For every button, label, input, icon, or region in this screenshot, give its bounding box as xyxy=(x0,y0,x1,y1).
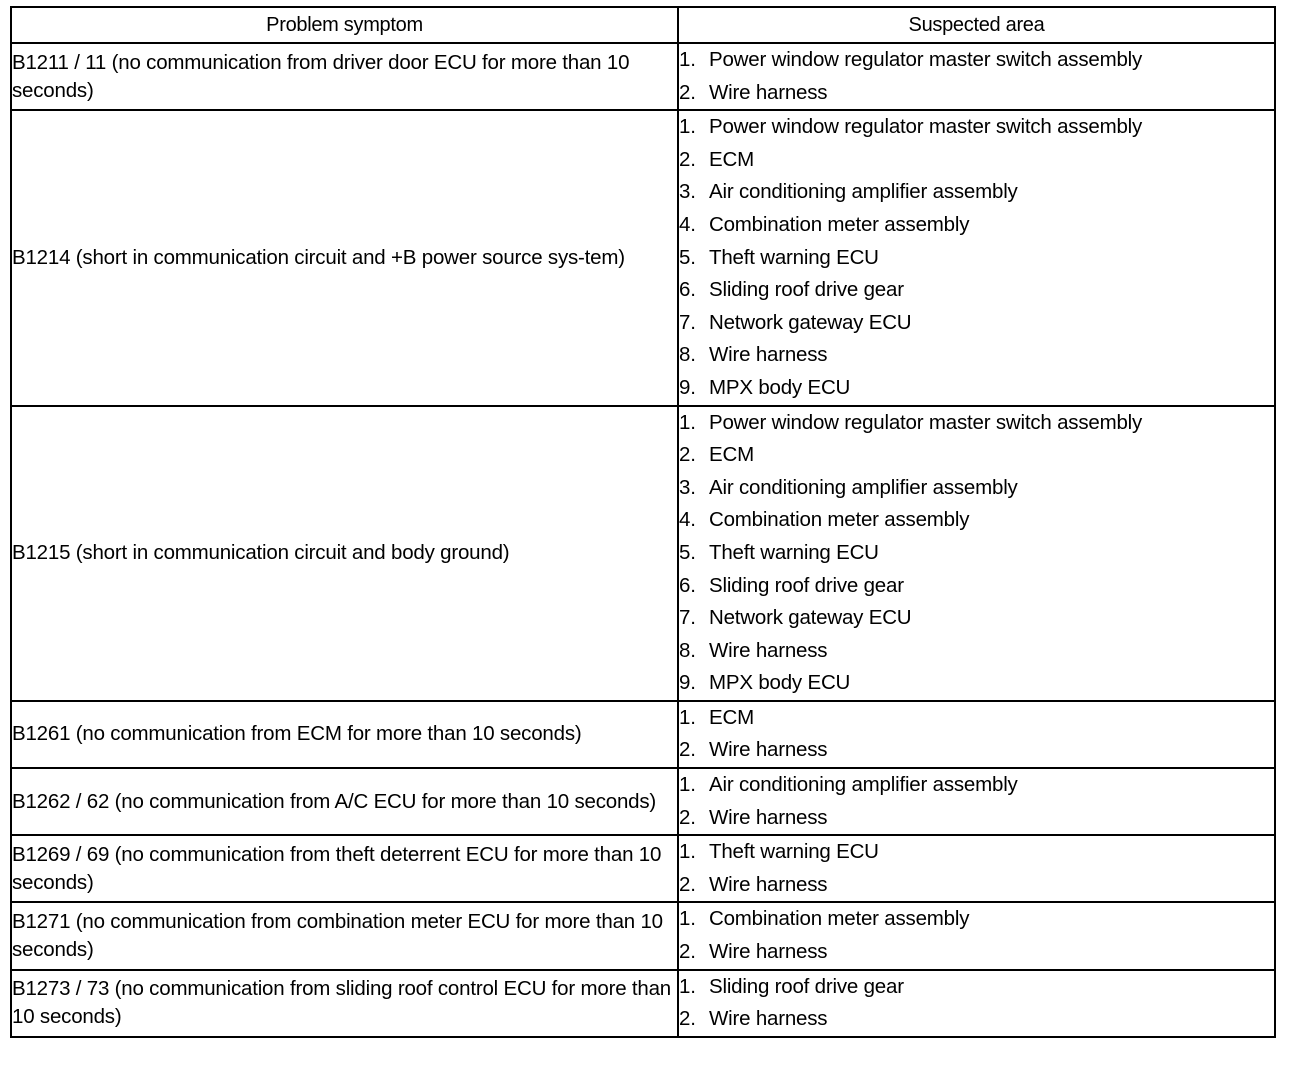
list-item-text: Wire harness xyxy=(709,638,828,662)
list-item xyxy=(679,936,1274,969)
list-item-number: 8. xyxy=(679,343,696,367)
suspected-area-cell xyxy=(678,406,1275,701)
list-item xyxy=(679,836,1274,869)
list-item xyxy=(679,702,1274,735)
list-item xyxy=(679,176,1274,209)
suspected-area-cell xyxy=(678,835,1275,902)
suspected-area-cell xyxy=(678,902,1275,969)
list-item xyxy=(679,274,1274,307)
list-item-number: 3. xyxy=(679,180,696,204)
table-row xyxy=(11,110,1275,405)
list-item-text: Wire harness xyxy=(709,1007,828,1031)
table-row xyxy=(11,835,1275,902)
problem-symptom-table xyxy=(10,6,1276,1038)
table-row xyxy=(11,43,1275,110)
list-item-number: 8. xyxy=(679,638,696,662)
list-item xyxy=(679,242,1274,275)
list-item-number: 1. xyxy=(679,773,696,797)
list-item-number: 2. xyxy=(679,738,696,762)
problem-symptom-cell: B1271 (no communication from combination meter ECU for more than 10 seconds) xyxy=(11,902,678,969)
problem-symptom-cell: B1261 (no communication from ECM for more than 10 seconds) xyxy=(11,701,678,768)
list-item xyxy=(679,537,1274,570)
list-item xyxy=(679,769,1274,802)
list-item-text: Wire harness xyxy=(709,80,828,104)
list-item-number: 1. xyxy=(679,410,696,434)
list-item-number: 2. xyxy=(679,443,696,467)
list-item-number: 1. xyxy=(679,115,696,139)
list-item-text: Combination meter assembly xyxy=(709,907,970,931)
list-item-text: ECM xyxy=(709,147,754,171)
list-item-number: 1. xyxy=(679,705,696,729)
list-item-number: 4. xyxy=(679,508,696,532)
suspected-area-list xyxy=(679,836,1274,901)
suspected-area-cell xyxy=(678,970,1275,1037)
list-item xyxy=(679,439,1274,472)
suspected-area-cell xyxy=(678,110,1275,405)
list-item xyxy=(679,635,1274,668)
list-item-text: Wire harness xyxy=(709,343,828,367)
list-item xyxy=(679,602,1274,635)
list-item xyxy=(679,77,1274,110)
suspected-area-cell xyxy=(678,43,1275,110)
list-item-number: 1. xyxy=(679,48,696,71)
table-row xyxy=(11,902,1275,969)
problem-symptom-cell: B1262 / 62 (no communication from A/C ECU for more than 10 seconds) xyxy=(11,768,678,835)
list-item xyxy=(679,209,1274,242)
list-item-text: ECM xyxy=(709,443,754,467)
suspected-area-list xyxy=(679,903,1274,968)
list-item xyxy=(679,111,1274,144)
list-item-text: Wire harness xyxy=(709,872,828,896)
list-item-number: 4. xyxy=(679,212,696,236)
list-item-number: 2. xyxy=(679,147,696,171)
list-item xyxy=(679,407,1274,440)
list-item xyxy=(679,903,1274,936)
list-item-text: Wire harness xyxy=(709,940,828,964)
list-item xyxy=(679,144,1274,177)
list-item-text: Network gateway ECU xyxy=(709,606,912,630)
list-item-text: Wire harness xyxy=(709,805,828,829)
list-item-number: 3. xyxy=(679,475,696,499)
list-item-number: 2. xyxy=(679,805,696,829)
table-header-row xyxy=(11,7,1275,43)
list-item-text: Combination meter assembly xyxy=(709,212,970,236)
problem-symptom-cell: B1214 (short in communication circuit and +B power source sys-tem) xyxy=(11,110,678,405)
list-item-number: 9. xyxy=(679,671,696,695)
problem-symptom-cell: B1273 / 73 (no communication from sliding roof control ECU for more than 10 seconds) xyxy=(11,970,678,1037)
list-item-text: Sliding roof drive gear xyxy=(709,974,904,998)
list-item xyxy=(679,372,1274,405)
list-item-text: Theft warning ECU xyxy=(709,840,879,864)
list-item xyxy=(679,869,1274,902)
list-item-text: MPX body ECU xyxy=(709,671,851,695)
table-body xyxy=(11,43,1275,1037)
list-item xyxy=(679,504,1274,537)
table-row xyxy=(11,406,1275,701)
list-item xyxy=(679,1003,1274,1036)
list-item-number: 1. xyxy=(679,840,696,864)
list-item-number: 9. xyxy=(679,375,696,399)
list-item-text: Theft warning ECU xyxy=(709,245,879,269)
list-item-number: 7. xyxy=(679,606,696,630)
list-item xyxy=(679,472,1274,505)
list-item-number: 7. xyxy=(679,310,696,334)
list-item-text: MPX body ECU xyxy=(709,375,851,399)
problem-symptom-cell: B1269 / 69 (no communication from theft deterrent ECU for more than 10 seconds) xyxy=(11,835,678,902)
list-item xyxy=(679,307,1274,340)
table-row xyxy=(11,768,1275,835)
list-item xyxy=(679,802,1274,835)
problem-symptom-cell: B1215 (short in communication circuit and body ground) xyxy=(11,406,678,701)
table-row xyxy=(11,970,1275,1037)
list-item-number: 1. xyxy=(679,974,696,998)
list-item xyxy=(679,971,1274,1004)
problem-symptom-cell: B1211 / 11 (no communication from driver door ECU for more than 10 seconds) xyxy=(11,43,678,110)
suspected-area-list xyxy=(679,769,1274,834)
header-problem-symptom: Problem symptom xyxy=(11,7,678,43)
suspected-area-cell xyxy=(678,701,1275,768)
list-item xyxy=(679,44,1274,77)
list-item-text: Air conditioning amplifier assembly xyxy=(709,773,1018,797)
suspected-area-list xyxy=(679,702,1274,767)
suspected-area-list xyxy=(679,407,1274,700)
list-item-text: Air conditioning amplifier assembly xyxy=(709,180,1018,204)
suspected-area-list xyxy=(679,44,1274,109)
list-item-text: Sliding roof drive gear xyxy=(709,278,904,302)
list-item-number: 5. xyxy=(679,540,696,564)
list-item-number: 2. xyxy=(679,872,696,896)
list-item-number: 2. xyxy=(679,80,696,104)
list-item-text: ECM xyxy=(709,705,754,729)
list-item-number: 6. xyxy=(679,278,696,302)
suspected-area-cell xyxy=(678,768,1275,835)
suspected-area-list xyxy=(679,971,1274,1036)
list-item-text: Power window regulator master switch assembly xyxy=(709,410,1143,434)
list-item-text: Air conditioning amplifier assembly xyxy=(709,475,1018,499)
list-item xyxy=(679,339,1274,372)
list-item-number: 2. xyxy=(679,1007,696,1031)
list-item-number: 2. xyxy=(679,940,696,964)
list-item xyxy=(679,570,1274,603)
list-item-number: 1. xyxy=(679,907,696,931)
list-item-text: Combination meter assembly xyxy=(709,508,970,532)
list-item-text: Theft warning ECU xyxy=(709,540,879,564)
header-suspected-area: Suspected area xyxy=(678,7,1275,43)
list-item-number: 5. xyxy=(679,245,696,269)
list-item-text: Power window regulator master switch assembly xyxy=(709,115,1143,139)
suspected-area-list xyxy=(679,111,1274,404)
list-item xyxy=(679,667,1274,700)
list-item-text: Power window regulator master switch assembly xyxy=(709,48,1143,71)
list-item-number: 6. xyxy=(679,573,696,597)
list-item-text: Sliding roof drive gear xyxy=(709,573,904,597)
table-row xyxy=(11,701,1275,768)
list-item xyxy=(679,734,1274,767)
list-item-text: Wire harness xyxy=(709,738,828,762)
list-item-text: Network gateway ECU xyxy=(709,310,912,334)
